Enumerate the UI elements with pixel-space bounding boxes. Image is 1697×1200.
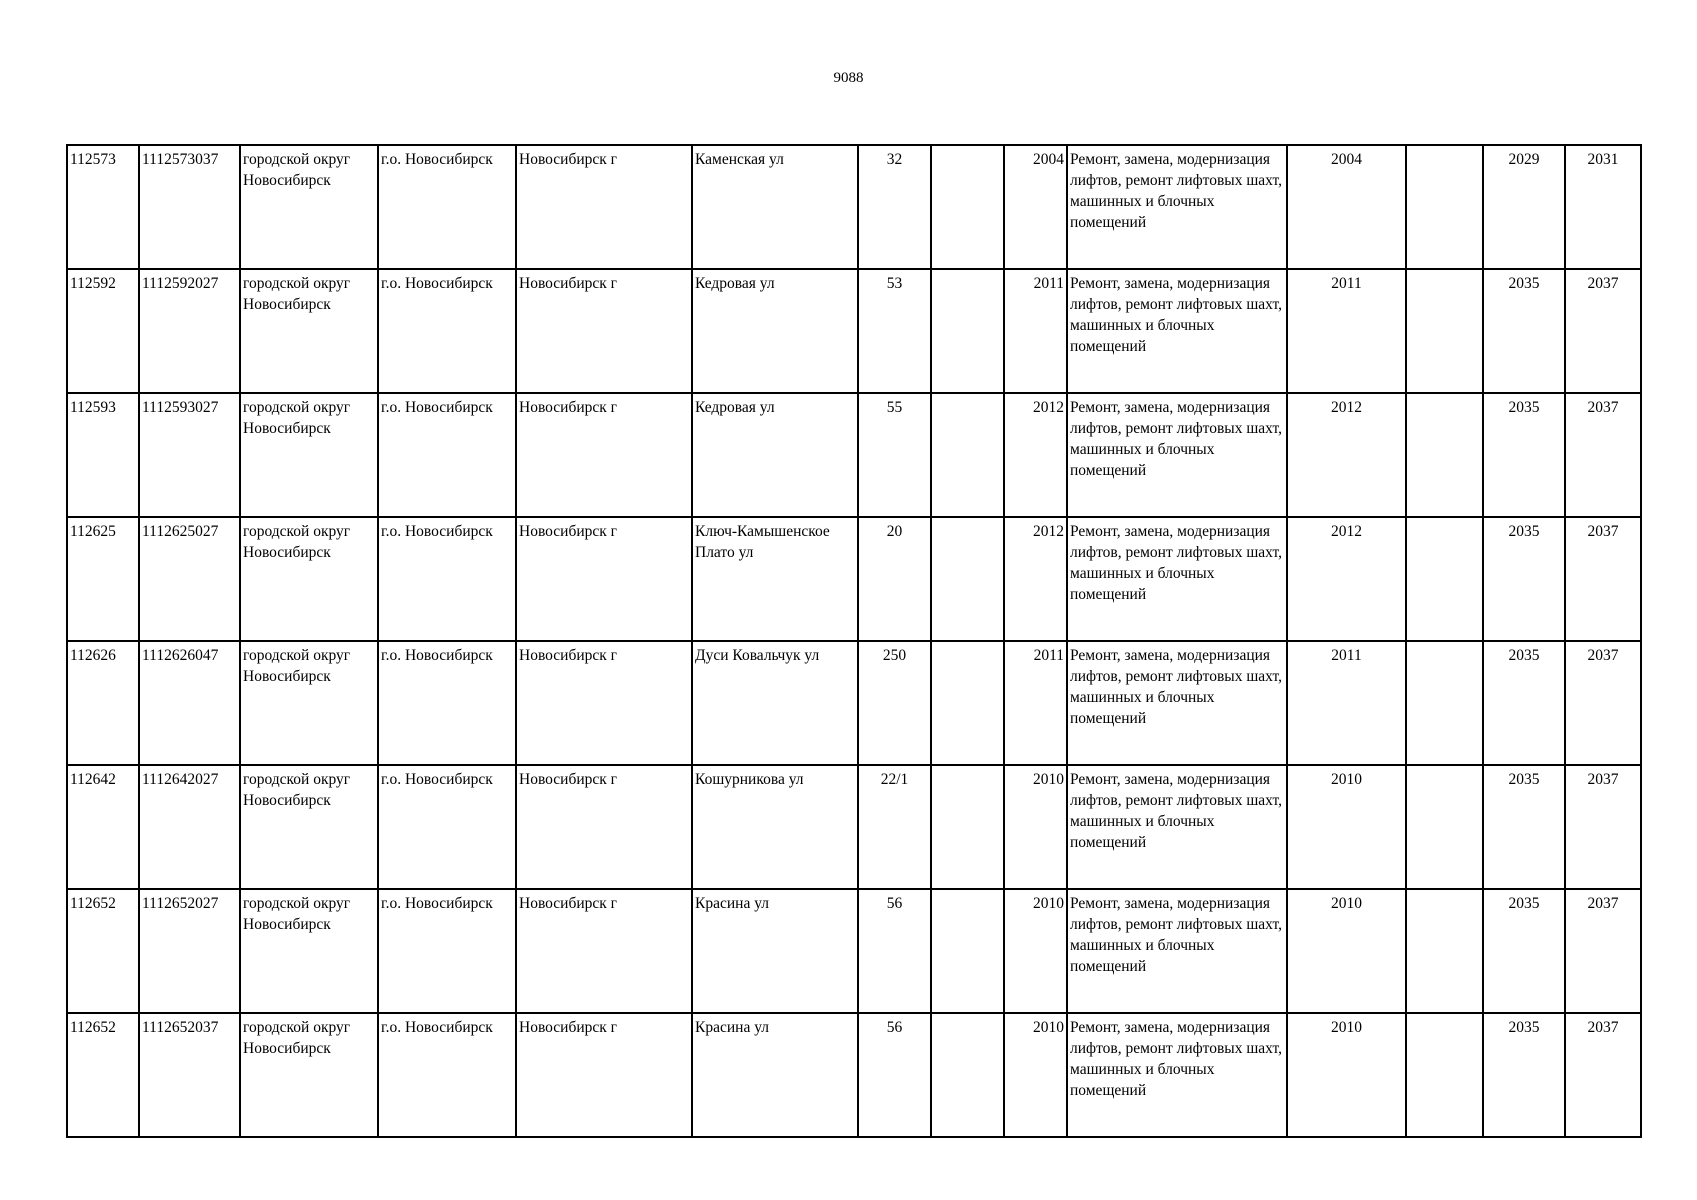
cell-district: городской округ Новосибирск bbox=[240, 641, 378, 765]
cell-settlement: Новосибирск г bbox=[516, 889, 692, 1013]
cell-year-built: 2010 bbox=[1004, 1013, 1067, 1137]
cell-municipality: г.о. Новосибирск bbox=[378, 145, 516, 269]
cell-street: Дуси Ковальчук ул bbox=[692, 641, 858, 765]
cell-street: Кедровая ул bbox=[692, 269, 858, 393]
cell-settlement: Новосибирск г bbox=[516, 269, 692, 393]
cell-district: городской округ Новосибирск bbox=[240, 269, 378, 393]
cell-id: 112642 bbox=[67, 765, 139, 889]
cell-id: 112652 bbox=[67, 1013, 139, 1137]
cell-municipality: г.о. Новосибирск bbox=[378, 641, 516, 765]
registry-table bbox=[66, 144, 1642, 1138]
cell-code: 1112652037 bbox=[139, 1013, 240, 1137]
cell-street: Ключ-Камышенское Плато ул bbox=[692, 517, 858, 641]
cell-house: 56 bbox=[858, 889, 931, 1013]
cell-id: 112625 bbox=[67, 517, 139, 641]
cell-period-end: 2037 bbox=[1565, 393, 1641, 517]
cell-year-last: 2010 bbox=[1287, 1013, 1406, 1137]
cell-year-built: 2011 bbox=[1004, 641, 1067, 765]
cell-empty bbox=[931, 145, 1004, 269]
table-row bbox=[67, 269, 1641, 393]
page-number: 9088 bbox=[833, 70, 864, 86]
cell-empty bbox=[931, 1013, 1004, 1137]
cell-work-type: Ремонт, замена, модернизация лифтов, ремонт лифтовых шахт, машинных и блочных помещений bbox=[1067, 517, 1287, 641]
cell-house: 20 bbox=[858, 517, 931, 641]
cell-district: городской округ Новосибирск bbox=[240, 889, 378, 1013]
cell-year-last: 2012 bbox=[1287, 393, 1406, 517]
cell-year-built: 2004 bbox=[1004, 145, 1067, 269]
cell-municipality: г.о. Новосибирск bbox=[378, 393, 516, 517]
cell-work-type: Ремонт, замена, модернизация лифтов, ремонт лифтовых шахт, машинных и блочных помещений bbox=[1067, 1013, 1287, 1137]
table-row bbox=[67, 1013, 1641, 1137]
cell-empty bbox=[1406, 517, 1483, 641]
cell-empty bbox=[931, 517, 1004, 641]
cell-municipality: г.о. Новосибирск bbox=[378, 1013, 516, 1137]
cell-period-end: 2037 bbox=[1565, 641, 1641, 765]
cell-settlement: Новосибирск г bbox=[516, 1013, 692, 1137]
cell-street: Кошурникова ул bbox=[692, 765, 858, 889]
cell-work-type: Ремонт, замена, модернизация лифтов, ремонт лифтовых шахт, машинных и блочных помещений bbox=[1067, 641, 1287, 765]
cell-empty bbox=[1406, 641, 1483, 765]
cell-municipality: г.о. Новосибирск bbox=[378, 517, 516, 641]
cell-settlement: Новосибирск г bbox=[516, 517, 692, 641]
cell-work-type: Ремонт, замена, модернизация лифтов, ремонт лифтовых шахт, машинных и блочных помещений bbox=[1067, 765, 1287, 889]
cell-year-built: 2011 bbox=[1004, 269, 1067, 393]
cell-year-last: 2010 bbox=[1287, 765, 1406, 889]
cell-year-built: 2010 bbox=[1004, 765, 1067, 889]
cell-period-end: 2037 bbox=[1565, 889, 1641, 1013]
cell-code: 1112626047 bbox=[139, 641, 240, 765]
cell-house: 250 bbox=[858, 641, 931, 765]
cell-settlement: Новосибирск г bbox=[516, 393, 692, 517]
cell-id: 112573 bbox=[67, 145, 139, 269]
cell-empty bbox=[931, 889, 1004, 1013]
cell-id: 112652 bbox=[67, 889, 139, 1013]
cell-empty bbox=[931, 641, 1004, 765]
cell-district: городской округ Новосибирск bbox=[240, 765, 378, 889]
table-row bbox=[67, 145, 1641, 269]
cell-year-built: 2010 bbox=[1004, 889, 1067, 1013]
cell-work-type: Ремонт, замена, модернизация лифтов, ремонт лифтовых шахт, машинных и блочных помещений bbox=[1067, 269, 1287, 393]
cell-house: 55 bbox=[858, 393, 931, 517]
cell-house: 22/1 bbox=[858, 765, 931, 889]
cell-district: городской округ Новосибирск bbox=[240, 393, 378, 517]
cell-period-start: 2035 bbox=[1483, 765, 1565, 889]
cell-code: 1112625027 bbox=[139, 517, 240, 641]
cell-empty bbox=[1406, 145, 1483, 269]
cell-period-end: 2037 bbox=[1565, 269, 1641, 393]
cell-period-start: 2035 bbox=[1483, 269, 1565, 393]
table-row bbox=[67, 889, 1641, 1013]
cell-period-end: 2031 bbox=[1565, 145, 1641, 269]
cell-period-start: 2035 bbox=[1483, 1013, 1565, 1137]
cell-code: 1112593027 bbox=[139, 393, 240, 517]
cell-municipality: г.о. Новосибирск bbox=[378, 889, 516, 1013]
table-row bbox=[67, 765, 1641, 889]
cell-year-last: 2011 bbox=[1287, 269, 1406, 393]
cell-work-type: Ремонт, замена, модернизация лифтов, ремонт лифтовых шахт, машинных и блочных помещений bbox=[1067, 393, 1287, 517]
cell-code: 1112642027 bbox=[139, 765, 240, 889]
cell-empty bbox=[1406, 889, 1483, 1013]
cell-empty bbox=[1406, 1013, 1483, 1137]
cell-code: 1112592027 bbox=[139, 269, 240, 393]
cell-empty bbox=[1406, 393, 1483, 517]
table-body bbox=[67, 145, 1641, 1137]
cell-period-end: 2037 bbox=[1565, 765, 1641, 889]
cell-year-built: 2012 bbox=[1004, 517, 1067, 641]
cell-work-type: Ремонт, замена, модернизация лифтов, ремонт лифтовых шахт, машинных и блочных помещений bbox=[1067, 889, 1287, 1013]
cell-period-end: 2037 bbox=[1565, 1013, 1641, 1137]
cell-district: городской округ Новосибирск bbox=[240, 517, 378, 641]
cell-code: 1112652027 bbox=[139, 889, 240, 1013]
cell-id: 112626 bbox=[67, 641, 139, 765]
cell-settlement: Новосибирск г bbox=[516, 145, 692, 269]
cell-year-last: 2012 bbox=[1287, 517, 1406, 641]
cell-municipality: г.о. Новосибирск bbox=[378, 269, 516, 393]
cell-empty bbox=[1406, 765, 1483, 889]
cell-settlement: Новосибирск г bbox=[516, 765, 692, 889]
cell-period-end: 2037 bbox=[1565, 517, 1641, 641]
cell-street: Красина ул bbox=[692, 889, 858, 1013]
cell-year-last: 2004 bbox=[1287, 145, 1406, 269]
cell-year-built: 2012 bbox=[1004, 393, 1067, 517]
cell-house: 56 bbox=[858, 1013, 931, 1137]
cell-empty bbox=[931, 393, 1004, 517]
cell-work-type: Ремонт, замена, модернизация лифтов, ремонт лифтовых шахт, машинных и блочных помещений bbox=[1067, 145, 1287, 269]
cell-year-last: 2010 bbox=[1287, 889, 1406, 1013]
cell-period-start: 2035 bbox=[1483, 517, 1565, 641]
cell-period-start: 2035 bbox=[1483, 889, 1565, 1013]
cell-period-start: 2029 bbox=[1483, 145, 1565, 269]
cell-street: Кедровая ул bbox=[692, 393, 858, 517]
cell-empty bbox=[931, 269, 1004, 393]
cell-year-last: 2011 bbox=[1287, 641, 1406, 765]
cell-id: 112592 bbox=[67, 269, 139, 393]
cell-district: городской округ Новосибирск bbox=[240, 1013, 378, 1137]
table-row bbox=[67, 393, 1641, 517]
cell-period-start: 2035 bbox=[1483, 641, 1565, 765]
cell-district: городской округ Новосибирск bbox=[240, 145, 378, 269]
cell-settlement: Новосибирск г bbox=[516, 641, 692, 765]
cell-house: 32 bbox=[858, 145, 931, 269]
cell-code: 1112573037 bbox=[139, 145, 240, 269]
cell-empty bbox=[931, 765, 1004, 889]
cell-house: 53 bbox=[858, 269, 931, 393]
cell-street: Красина ул bbox=[692, 1013, 858, 1137]
table-row bbox=[67, 641, 1641, 765]
cell-street: Каменская ул bbox=[692, 145, 858, 269]
cell-municipality: г.о. Новосибирск bbox=[378, 765, 516, 889]
cell-period-start: 2035 bbox=[1483, 393, 1565, 517]
cell-id: 112593 bbox=[67, 393, 139, 517]
table-row bbox=[67, 517, 1641, 641]
cell-empty bbox=[1406, 269, 1483, 393]
